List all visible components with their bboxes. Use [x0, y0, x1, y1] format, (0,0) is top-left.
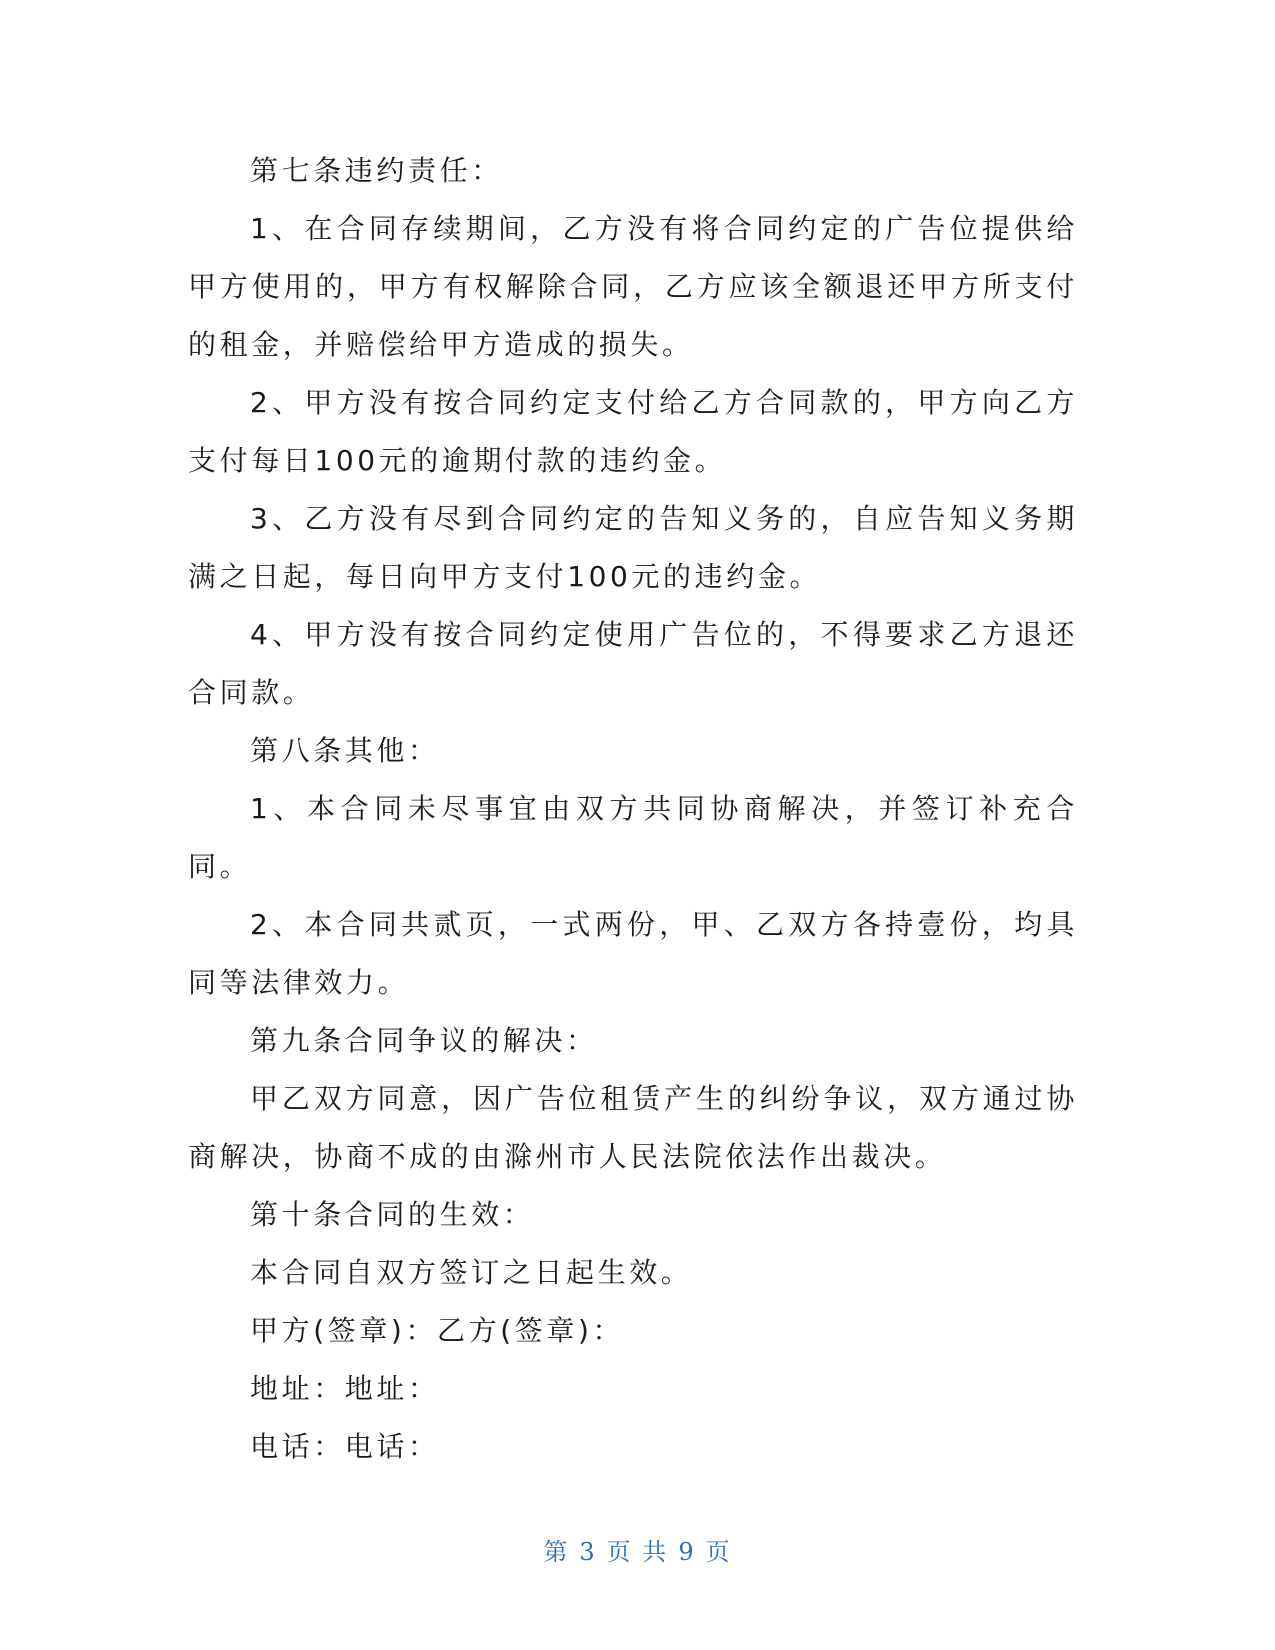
article-10-text: 本合同自双方签订之日起生效。 [250, 1256, 693, 1289]
footer-middle: 页 共 [606, 1538, 669, 1566]
article-7-clause-2: 2、甲方没有按合同约定支付给乙方合同款的，甲方向乙方支付每日100元的逾期付款的违约金。 [188, 386, 1078, 477]
phone-line: 电话：电话： [250, 1430, 440, 1463]
contract-body [188, 142, 1078, 1476]
address-line: 地址：地址： [250, 1372, 440, 1405]
article-7-heading: 第七条违约责任： [250, 154, 503, 187]
signature-line: 甲方(签章)：乙方(签章)： [250, 1314, 625, 1347]
footer-total-pages: 9 [678, 1538, 696, 1566]
article-7-clause-4: 4、甲方没有按合同约定使用广告位的，不得要求乙方退还合同款。 [188, 618, 1078, 709]
article-9-text: 甲乙双方同意，因广告位租赁产生的纠纷争议，双方通过协商解决，协商不成的由滁州市人民法院依法作出裁决。 [188, 1082, 1078, 1173]
article-7-clause-3: 3、乙方没有尽到合同约定的告知义务的，自应告知义务期满之日起，每日向甲方支付100元的违约金。 [188, 502, 1078, 593]
footer-prefix: 第 [543, 1538, 570, 1566]
article-8-clause-1: 1、本合同未尽事宜由双方共同协商解决，并签订补充合同。 [188, 792, 1078, 883]
page-footer [0, 1532, 1275, 1567]
article-10-heading: 第十条合同的生效： [250, 1198, 535, 1231]
article-8-clause-2: 2、本合同共贰页，一式两份，甲、乙双方各持壹份，均具同等法律效力。 [188, 908, 1078, 999]
footer-suffix: 页 [705, 1538, 732, 1566]
footer-page-number: 3 [579, 1538, 597, 1566]
article-7-clause-1: 1、在合同存续期间，乙方没有将合同约定的广告位提供给甲方使用的，甲方有权解除合同，乙方应该全额退还甲方所支付的租金，并赔偿给甲方造成的损失。 [188, 212, 1078, 361]
article-8-heading: 第八条其他： [250, 734, 440, 767]
article-9-heading: 第九条合同争议的解决： [250, 1024, 598, 1057]
